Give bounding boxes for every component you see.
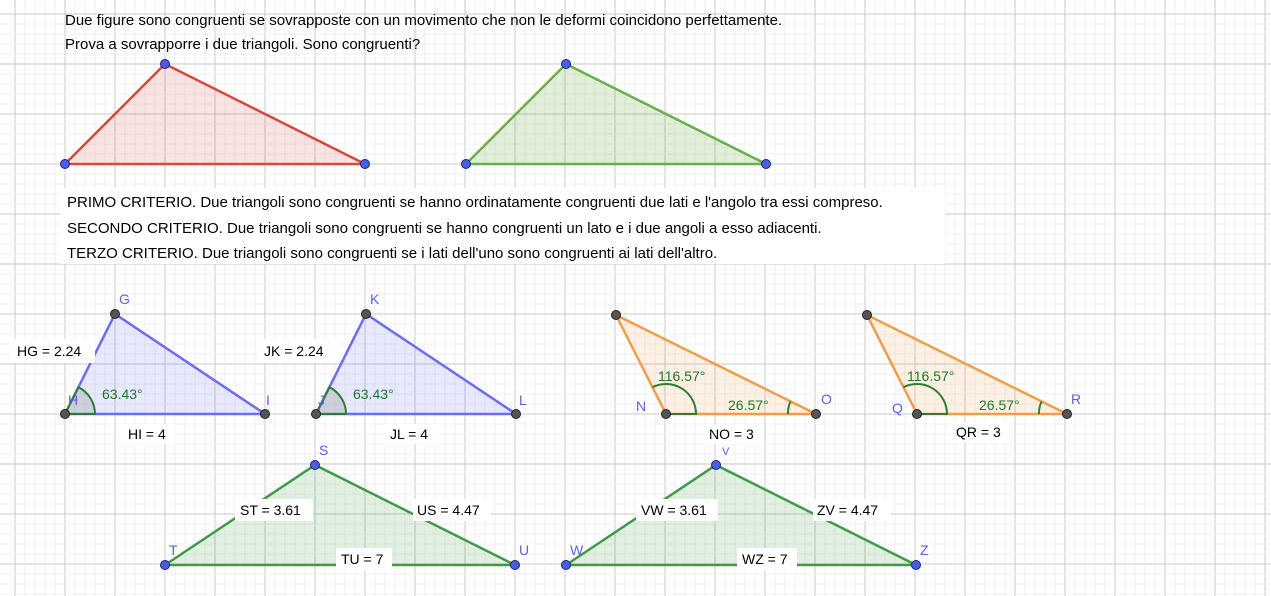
point-j[interactable] [312,410,321,419]
measure-qr: QR = 3 [956,424,1001,440]
label-r: R [1071,391,1082,407]
red-triangle-vertex[interactable] [361,160,370,169]
measure-no: NO = 3 [709,426,754,442]
label-w: W [570,542,584,558]
measure-jk: JK = 2.24 [264,343,324,359]
green-triangle-vertex[interactable] [762,160,771,169]
label-z: Z [920,542,929,558]
measure-vw: VW = 3.61 [641,502,707,518]
point-q[interactable] [913,410,922,419]
angle-r-value: 26.57° [979,397,1020,413]
label-s: S [319,442,329,458]
angle-q-value: 116.57° [907,368,955,384]
intro-line-2: Prova a sovrapporre i due triangoli. Sono congruenti? [65,36,421,53]
point-z[interactable] [912,561,921,570]
measure-hi: HI = 4 [128,426,166,442]
criterion-third: TERZO CRITERIO. Due triangoli sono congruenti se i lati dell'uno sono congruenti ai lati dell'altro. [67,245,718,262]
criterion-second: SECONDO CRITERIO. Due triangoli sono congruenti se hanno congruenti un lato e i due angoli a esso adiacenti. [67,220,822,237]
green-triangle-vertex[interactable] [462,160,471,169]
measure-zv: ZV = 4.47 [817,502,879,518]
measure-hg: HG = 2.24 [17,343,82,359]
point-g[interactable] [111,310,120,319]
red-triangle-vertex[interactable] [61,160,70,169]
label-k: K [370,291,380,307]
label-g: G [119,291,130,307]
point-s[interactable] [311,461,320,470]
point-l[interactable] [512,410,521,419]
point-orange-top[interactable] [612,311,621,320]
angle-o-value: 26.57° [728,397,769,413]
point-w[interactable] [562,561,571,570]
point-o[interactable] [812,410,821,419]
label-l: L [519,392,527,408]
red-triangle-vertex[interactable] [161,60,170,69]
point-t[interactable] [161,561,170,570]
point-v[interactable] [712,461,721,470]
criterion-first: PRIMO CRITERIO. Due triangoli sono congruenti se hanno ordinatamente congruenti due lati e l'angolo tra essi compreso. [67,194,883,211]
measure-jl: JL = 4 [390,426,429,442]
point-i[interactable] [261,410,270,419]
point-h[interactable] [61,410,70,419]
angle-j-value: 63.43° [353,386,394,402]
label-h: H [68,392,79,408]
label-j: J [318,392,325,408]
measure-st: ST = 3.61 [240,502,301,518]
label-i: I [266,392,270,408]
label-t: T [169,542,178,558]
point-k[interactable] [362,310,371,319]
angle-n-value: 116.57° [658,368,706,384]
intro-line-1: Due figure sono congruenti se sovrapposte con un movimento che non le deformi coincidono perfettamente. [65,12,783,29]
label-u: U [519,542,530,558]
measure-tu: TU = 7 [341,551,384,567]
point-r[interactable] [1063,410,1072,419]
green-triangle-vertex[interactable] [562,60,571,69]
label-o: O [821,391,832,407]
label-v: V [722,446,730,458]
point-n[interactable] [662,410,671,419]
measure-us: US = 4.47 [417,502,480,518]
label-q: Q [892,400,903,416]
point-u[interactable] [511,561,520,570]
label-n: N [636,398,647,414]
measure-wz: WZ = 7 [742,551,788,567]
point-orange2-top[interactable] [863,311,872,320]
angle-h-value: 63.43° [102,386,143,402]
